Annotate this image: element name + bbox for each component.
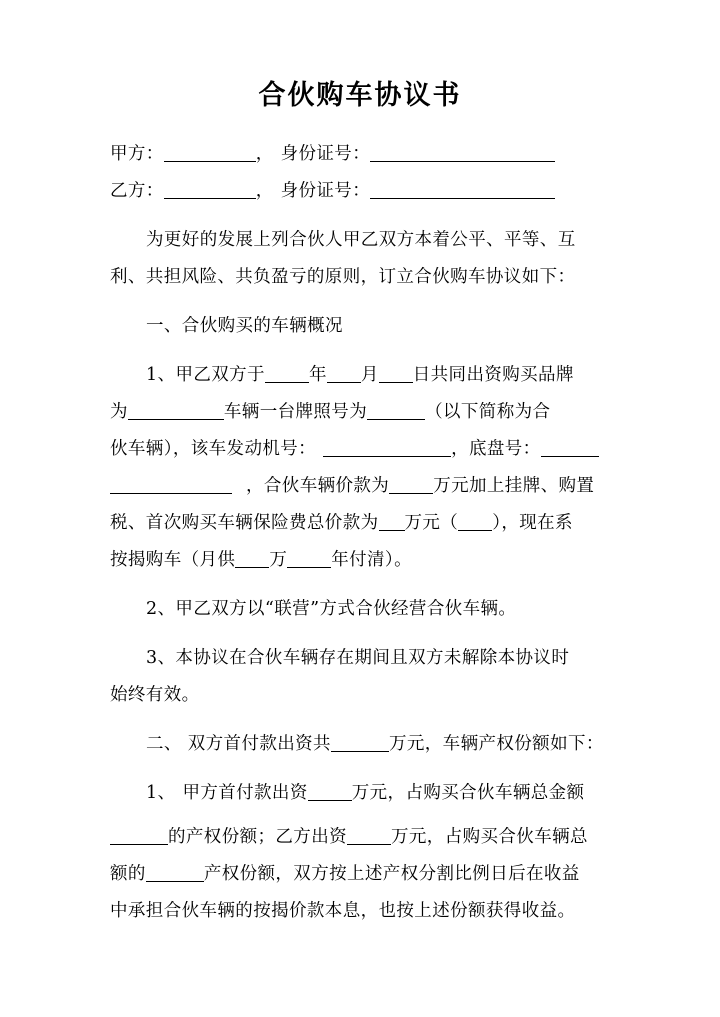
mortgage-suffix: 年付清）。 [331, 550, 412, 570]
section-two-heading-suffix: 万元，车辆产权份额如下： [388, 734, 604, 754]
party-a-name-blank[interactable] [164, 146, 256, 162]
section-one-item1-line2 [110, 394, 614, 431]
chassis-label: ，底盘号： [451, 439, 541, 459]
item1-text-a: 甲乙双方于 [175, 365, 265, 385]
party-b-share-blank[interactable] [146, 866, 204, 882]
price-prefix: ，合伙车辆价款为 [246, 476, 390, 496]
section-two-item1-line4: 中承担合伙车辆的按揭价款本息，也按上述份额获得收益。 [110, 901, 576, 921]
section-one-heading: 一、合伙购买的车辆概况 [146, 316, 343, 336]
section-one-item2: 2、甲乙双方以“联营”方式合伙经营合伙车辆。 [146, 599, 517, 619]
party-b-share-prefix: 额的 [110, 864, 146, 884]
s2-item1-number: 1、 [146, 783, 176, 803]
item1-text-d: 日共同出资购买品牌 [412, 365, 574, 385]
total-price-blank[interactable] [379, 515, 405, 531]
mortgage-prefix: 按揭购车（月供 [110, 550, 236, 570]
engine-label: 伙车辆），该车发动机号： [110, 439, 317, 459]
party-b-id-blank[interactable] [370, 183, 555, 199]
section-one-item1-line6 [110, 542, 614, 579]
plate-prefix: 车辆一台牌照号为 [223, 402, 368, 422]
section-one-item1-line5 [110, 505, 614, 542]
section-one-item3-line1: 3、本协议在合伙车辆存在期间且双方未解除本协议时 [146, 648, 570, 668]
party-b-separator: ， [255, 181, 274, 201]
monthly-payment-blank[interactable] [235, 552, 269, 568]
party-a-label: 甲方： [110, 144, 164, 164]
party-a-line [110, 136, 614, 173]
party-a-id-blank[interactable] [370, 146, 555, 162]
section-one-item3-line2: 始终有效。 [110, 685, 200, 705]
section-two-heading [110, 726, 614, 763]
preamble-line-2: 利、共担风险、共负盈亏的原则，订立合伙购车协议如下： [110, 267, 576, 287]
brand-prefix: 为 [110, 402, 128, 422]
total-price-words-blank[interactable] [458, 515, 492, 531]
vehicle-price-blank[interactable] [389, 478, 433, 494]
party-a-payment-blank[interactable] [308, 785, 352, 801]
party-b-payment-blank[interactable] [347, 829, 391, 845]
total-price-prefix: 税、首次购买车辆保险费总价款为 [110, 513, 379, 533]
document-body [110, 136, 614, 930]
chassis-number-blank-cont[interactable] [110, 478, 232, 494]
preamble-line-1: 为更好的发展上列合伙人甲乙双方本着公平、平等、互 [146, 230, 576, 250]
party-b-label: 乙方： [110, 181, 164, 201]
plate-number-blank[interactable] [367, 404, 425, 420]
brand-blank[interactable] [128, 404, 224, 420]
total-price-mid: 万元（ [404, 513, 459, 533]
section-two-heading-prefix: 二、 双方首付款出资共 [146, 734, 331, 754]
page-title: 合伙购车协议书 [258, 80, 462, 111]
engine-number-blank[interactable] [323, 441, 451, 457]
total-price-suffix: ），现在系 [492, 513, 573, 533]
section-one-item1-line4 [110, 468, 614, 505]
month-blank[interactable] [327, 367, 361, 383]
payment-years-blank[interactable] [287, 552, 331, 568]
party-a-share-blank[interactable] [110, 829, 168, 845]
section-two-item1-line2 [110, 819, 614, 856]
section-one-item1-line1 [110, 357, 614, 394]
party-a-separator: ， [255, 144, 274, 164]
party-b-payment-suffix: 万元，占购买合伙车辆总 [391, 827, 588, 847]
section-two-item1-line3 [110, 856, 614, 893]
section-one-item1-line3 [110, 431, 614, 468]
mortgage-mid: 万 [269, 550, 288, 570]
party-b-name-blank[interactable] [164, 183, 256, 199]
party-a-payment-suffix: 万元，占购买合伙车辆总金额 [351, 783, 585, 803]
total-down-payment-blank[interactable] [331, 736, 389, 752]
day-blank[interactable] [379, 367, 413, 383]
item1-number: 1、 [146, 365, 176, 385]
item1-text-b: 年 [308, 365, 327, 385]
chassis-number-blank[interactable] [541, 441, 599, 457]
price-suffix: 万元加上挂牌、购置 [433, 476, 595, 496]
item1-text-c: 月 [360, 365, 379, 385]
year-blank[interactable] [265, 367, 309, 383]
abbrev-text: （以下简称为合 [425, 402, 551, 422]
party-a-id-label: 身份证号： [280, 144, 371, 164]
party-b-line [110, 173, 614, 210]
party-b-payment-prefix: 的产权份额；乙方出资 [168, 827, 347, 847]
party-b-share-suffix: 产权份额，双方按上述产权分割比例日后在收益 [203, 864, 580, 884]
party-a-payment-prefix: 甲方首付款出资 [182, 783, 308, 803]
section-two-item1-line1 [110, 775, 614, 812]
party-b-id-label: 身份证号： [280, 181, 371, 201]
